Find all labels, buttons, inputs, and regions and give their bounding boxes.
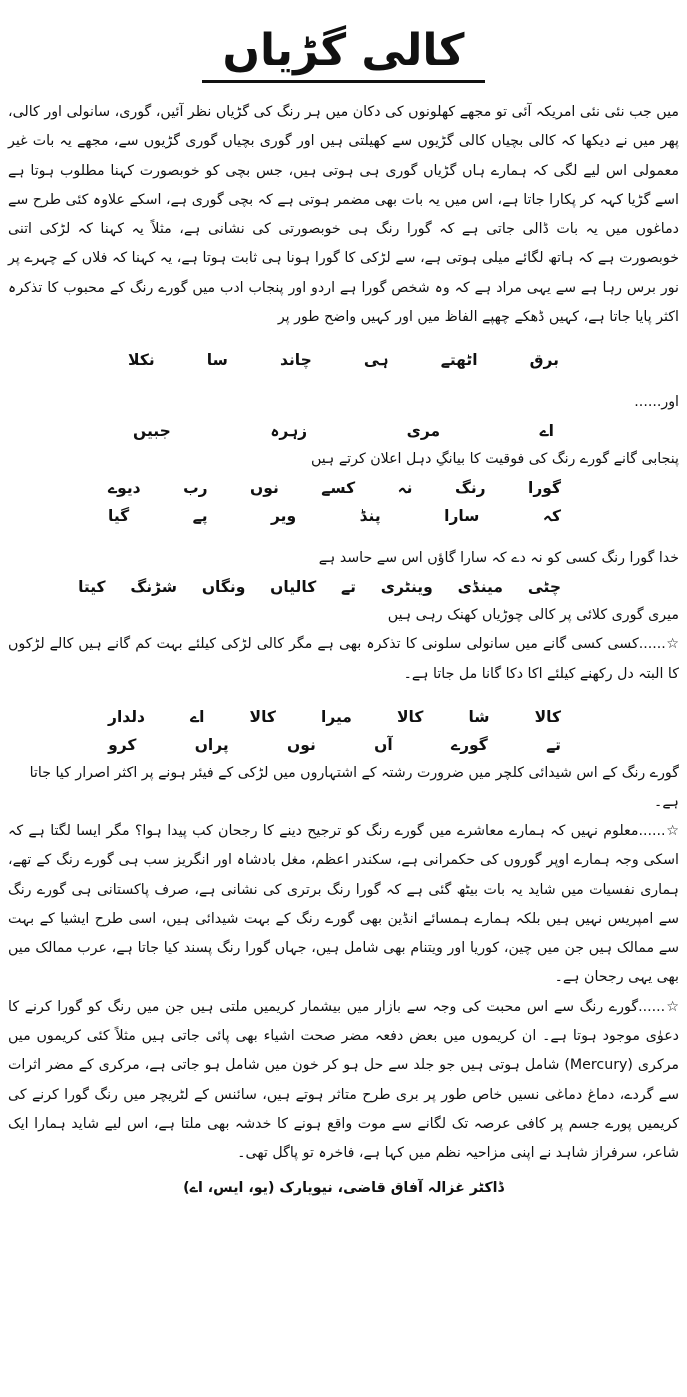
verse-word: ونگاں [201,578,246,597]
and-label: اور...... [634,394,679,411]
verse-word: میرا [321,707,352,726]
verse-word: کہ [542,507,561,526]
verse-word: گورا [528,479,561,498]
verse-word: دیوے [108,479,141,498]
verse-word: جبیں [133,422,171,441]
verse-word: تے [546,735,561,754]
verse-1 [8,346,679,374]
verse-word: سا [206,351,228,370]
verse-word: نوں [287,735,316,754]
title-wrap [8,0,679,98]
verse-word: اٹھتے [440,351,478,370]
rulers-paragraph: ☆......معلوم نہیں کہ ہمارے معاشرے میں گورے رنگ کو ترجیح دینے کا رجحان کب پیدا ہوا؟ مگر ایسا لگتا ہے کہ اسکی وجہ ہمارے اوپر گوروں کی حکمرانی ہے، سکندر اعظم، مغل بادشاہ اور انگریز سب ہی گورے رنگ کے تھے، ہماری نفسیات میں شاید یہ بات بیٹھ گئی ہے کہ گورا رنگ برتری کی نشانی ہے، صرف پاکستانی ہی گورے رنگ سے امپریس نہیں ہیں بلکہ ہمارے ہمسائے انڈین بھی گورے رنگ کے بہت شیدائی ہیں، اسی طرح ایشیا کے بہت سے ممالک ہیں جن میں چین، کوریا اور ویتنام بھی شامل ہیں، جہاں گورا رنگ پسند کیا جاتا ہے، عرب ممالک میں بھی یہی رجحان ہے۔ [8,822,679,986]
verse-word: اے [539,422,554,441]
verse-word: پنڈ [359,507,381,526]
verse-word: پراں [194,735,229,754]
verse-word: کرو [108,735,137,754]
verse-word: گورے [451,735,488,754]
verse-4-note: خدا گورا رنگ کسی کو نہ دے کہ سارا گاؤں اس سے حاسد ہے [318,550,679,567]
verse-word: کالا [534,707,561,726]
verse-word: نوں [250,479,279,498]
verse-5-note: میری گوری کلائی پر کالی چوڑیاں کھنک رہی ہیں [387,607,679,624]
verse-4 [8,502,679,530]
verse-word: نکلا [128,351,155,370]
verse-word: شا [468,707,490,726]
sanwali-paragraph: ☆......کسی کسی گانے میں سانولی سلونی کا تذکرہ بھی ہے مگر کالی لڑکی کیلئے بہت کم گانے ہیں کالے لڑکوں کا البتہ دل رکھنے کیلئے اکا دکا گانا مل جاتا ہے۔ [8,636,679,682]
verse-word: شڑنگ [130,578,177,597]
verse-word: اے [190,707,205,726]
verse-6 [8,703,679,731]
verse-word: زہرہ [270,422,308,441]
verse-7 [8,731,679,759]
verse-word: کیتا [78,578,106,597]
intro-paragraph: میں جب نئی نئی امریکہ آئی تو مجھے کھلونوں کی دکان میں ہر رنگ کی گڑیاں نظر آئیں، گوری، سانولی اور کالی، پھر میں نے دیکھا کہ کالی بچیاں کالی گڑیوں سے کھیلتی ہیں اور گوری بچیاں گوری گڑیوں سے، مجھے یہ بات غیر معمولی اس لیے لگی کہ ہمارے ہاں گڑیاں گوری ہی ہوتی ہیں، جس بچی کو خوبصورت کہنا مطلوب ہوتا ہے اسے گڑیا کہہ کر پکارا جاتا ہے، اس میں یہ بات بھی مضمر ہوتی ہے کہ بچی گوری ہے، اسکے علاوہ کئی طرح سے دماغوں میں یہ بات ڈالی جاتی ہے کہ گورا رنگ ہی خوبصورتی کی نشانی ہے، مثلاً یہ کہنا کہ لڑکی اتنی خوبصورت ہے کہ ہاتھ لگائے میلی ہوتی ہے، سے لڑکی کا گورا ہونا ہی ثابت ہوتا ہے، یہ کہنا کہ فلاں کے چہرے پر نور برس رہا ہے سے یہی مراد ہے کہ وہ شخص گورا ہے اردو اور پنجاب ادب میں گورے رنگ کے محبوب کا تذکرہ اکثر پایا جاتا ہے، کہیں ڈھکے چھپے الفاظ میں اور کہیں واضح طور پر [8,104,679,326]
verse-word: برق [529,351,559,370]
author-signature: ڈاکٹر غزالہ آفاق قاضی، نیویارک (یو، ایس، اے) [183,1179,504,1196]
verse-word: تے [341,578,356,597]
verse-word: رنگ [454,479,486,498]
verse-word: وینٹری [380,578,433,597]
verse-word: چاند [279,351,312,370]
verse-word: کالا [249,707,276,726]
verse-word: چٹی [527,578,561,597]
verse-word: کسے [321,479,356,498]
creams-paragraph: ☆......گورے رنگ سے اس محبت کی وجہ سے بازار میں بیشمار کریمیں ملتی ہیں جن میں رنگ کو گورا کرنے کا دعوٰی موجود ہوتا ہے۔ ان کریموں میں بعض دفعہ مضر صحت اشیاء بھی پائی جاتی ہیں مثلاً کئی کریموں میں مرکری (Mercury) شامل ہوتی ہیں جو جلد سے حل ہو کر خون میں شامل ہو جاتی ہے، مرکری کے مضر اثرات سے گردے، دماغ دماغی نسیں خاص طور پر بری طرح متاثر ہوتے ہیں، سائنس کے لٹریچر میں رنگ گورا کرنے کی کریمیں پورے جسم پر کافی عرصہ تک لگانے سے موت واقع ہونے کا خدشہ بھی ملتا ہے، اس لیے شاید ہمارا ایک شاعر، سرفراز شاہد نے اپنی مزاحیہ نظم میں کہا ہے، فاخرہ تو پاگل تھی۔ [8,998,680,1162]
verse-3 [8,474,679,502]
article-title: کالی گڑیاں [202,28,484,83]
verse-word: ہی [363,351,389,370]
verse-2 [8,417,679,445]
verse-word: ویر [271,507,297,526]
verse-word: دلدار [108,707,145,726]
verse-word: سارا [444,507,480,526]
verse-5 [8,573,679,601]
punjabi-intro: پنجابی گانے گورے رنگ کی فوقیت کا بیانگِ دہل اعلان کرتے ہیں [310,451,679,468]
verse-7-note: گورے رنگ کے اس شیدائی کلچر میں ضرورت رشتہ کے اشتہاروں میں لڑکی کے فیئر ہونے پر اکثر اصرار کیا جاتا ہے۔ [29,764,679,810]
verse-word: پے [192,507,208,526]
verse-word: رب [183,479,208,498]
verse-word: نہ [397,479,413,498]
verse-word: کالیاں [270,578,317,597]
verse-word: گیا [108,507,130,526]
verse-word: مری [406,422,441,441]
verse-word: کالا [396,707,424,726]
verse-word: آں [374,735,393,754]
verse-word: مینڈی [457,578,503,597]
